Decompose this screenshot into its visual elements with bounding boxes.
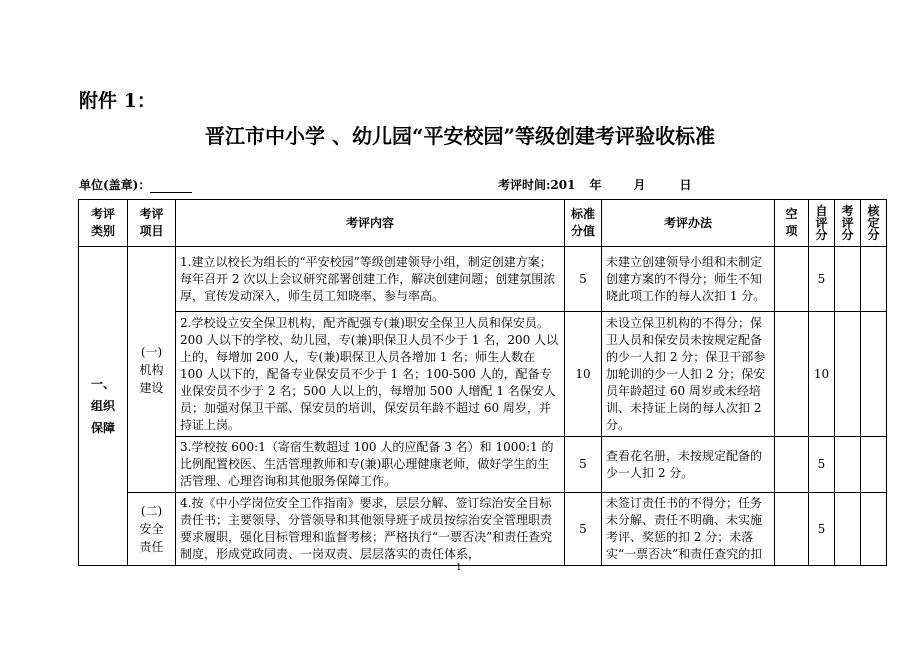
method-cell: 未设立保卫机构的不得分；保卫人员和保安员未按规定配备的少一人扣 2 分；保卫干部参加轮训的少一人扣 2 分；保安员年龄超过 60 周岁或未经培训、未持证上岗的每人次扣 2 分。 [602,312,775,437]
content-cell: 3.学校按 600:1（寄宿生数超过 100 人的应配备 3 名）和 1000:1 的比例配置校医、生活管理教师和专(兼)职心理健康老师，做好学生的生活管理、心理咨询和其他服务保障工作。 [176,437,565,493]
page-title: 晋江市中小学 、幼儿园“平安校园”等级创建考评验收标准 [205,124,715,148]
self-score-cell: 10 [809,312,835,437]
score-cell: 5 [565,493,602,566]
evaluation-table [78,199,887,566]
content-cell: 2.学校设立安全保卫机构，配齐配强专(兼)职安全保卫人员和保安员。200 人以下的学校、幼儿园，专(兼)职保卫人员不少于 1 名，200 人以上的，每增加 200 人，专(兼)职保卫人员各增加 1 名；师生人数在 100 人以下的，配备专业保安员不少于 1 名；100-500 人的，配备专业保安员不少于 2 名；500 人以上的，每增加 500 人增配 1 名保安人员；加强对保卫干部、保安员的培训，保安员年龄不超过 60 周岁，并持证上岗。 [176,312,565,437]
item-cell-1 [128,247,176,493]
col-category: 考评类别 [79,200,128,247]
method-cell: 未签订责任书的不得分；任务未分解、责任不明确、未实施考评、奖惩的扣 2 分；未落实“一票否决”和责任查究的扣 [602,493,775,566]
category-line2: 保障 [90,421,115,435]
blank-cell [775,437,809,493]
eval-score-cell [835,312,861,437]
blank-cell [775,247,809,312]
score-cell: 10 [565,312,602,437]
final-score-cell [861,247,887,312]
item-num: (一) [140,344,163,359]
attachment-label: 附件 1： [79,90,156,112]
eval-time-month: 月 [633,178,646,192]
page-number: 1 [456,563,462,573]
score-cell: 5 [565,247,602,312]
col-final: 核定分 [861,200,887,247]
item-line2: 责任 [139,540,164,554]
item-line2: 建设 [139,380,164,395]
eval-time-label: 考评时间:201 [498,178,576,192]
col-blank: 空项 [775,200,809,247]
final-score-cell [861,437,887,493]
table-row [79,312,887,437]
unit-label [79,176,192,193]
category-line1: 组织 [90,399,115,413]
table-row [79,493,887,566]
category-cell [79,247,128,566]
eval-score-cell [835,437,861,493]
method-cell: 未建立创建领导小组和未制定创建方案的不得分；师生不知晓此项工作的每人次扣 1 分。 [602,247,775,312]
table-row [79,247,887,312]
unit-blank-line [150,180,192,193]
col-method: 考评办法 [602,200,775,247]
unit-label-text: 单位(盖章)： [79,178,151,192]
category-num: 一、 [90,377,115,391]
content-cell: 4.按《中小学岗位安全工作指南》要求，层层分解、签订综治安全目标责任书；主要领导、分管领导和其他领导班子成员按综治安全管理职责要求履职，强化目标管理和监督考核；严格执行“一票否决”和责任查究制度，形成党政同责、一岗双责、层层落实的责任体系， [176,493,565,566]
table-header-row [79,200,887,247]
self-score-cell: 5 [809,493,835,566]
col-score: 标准分值 [565,200,602,247]
eval-score-cell [835,247,861,312]
eval-time-line [498,176,692,193]
item-cell-2 [128,493,176,566]
self-score-cell: 5 [809,437,835,493]
eval-time-year: 年 [589,178,602,192]
eval-score-cell [835,493,861,566]
col-item: 考评项目 [128,200,176,247]
col-self: 自评分 [809,200,835,247]
blank-cell [775,312,809,437]
self-score-cell: 5 [809,247,835,312]
col-content: 考评内容 [176,200,565,247]
final-score-cell [861,312,887,437]
table-row [79,437,887,493]
method-cell: 查看花名册，未按规定配备的少一人扣 2 分。 [602,437,775,493]
item-num: (二) [140,504,163,518]
eval-time-day: 日 [679,178,692,192]
item-line1: 机构 [139,362,164,377]
item-line1: 安全 [139,522,164,536]
blank-cell [775,493,809,566]
col-eval: 考评分 [835,200,861,247]
final-score-cell [861,493,887,566]
content-cell: 1.建立以校长为组长的“平安校园”等级创建领导小组，制定创建方案；每年召开 2 次以上会议研究部署创建工作，解决创建问题；创建氛围浓厚，宣传发动深入，师生员工知晓率、参与率高。 [176,247,565,312]
score-cell: 5 [565,437,602,493]
